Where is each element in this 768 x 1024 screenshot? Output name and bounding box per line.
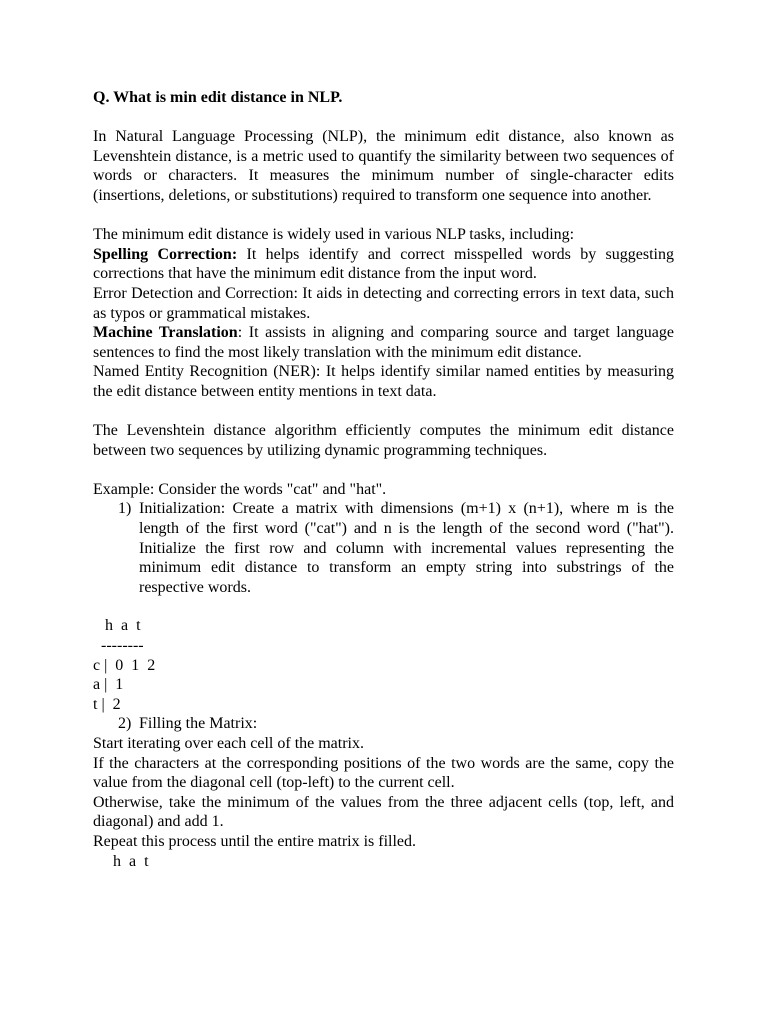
use-text: It helps identify and correct misspelled words by suggesting corrections that have the minimum edit distance from the input word. [93, 245, 675, 283]
matrix-row-c: c | 0 1 2 [93, 656, 156, 674]
use-error-detection [93, 284, 674, 323]
spacer [93, 206, 674, 226]
fill-step-line: If the characters at the corresponding positions of the two words are the same, copy the value from the diagonal cell (top-left) to the current cell. [93, 754, 674, 792]
use-machine-translation [93, 323, 674, 362]
use-ner [93, 362, 674, 401]
example-lead: Example: Consider the words "cat" and "hat". [93, 480, 387, 498]
matrix-row-t: t | 2 [93, 695, 121, 713]
use-term: Spelling Correction: [93, 245, 238, 263]
uses-lead: The minimum edit distance is widely used in various NLP tasks, including: [93, 226, 575, 244]
document-body [93, 88, 674, 871]
list-number: 1) [118, 500, 132, 518]
matrix-row-a: a | 1 [93, 676, 124, 694]
use-text: : It assists in aligning and comparing source and target language sentences to find the most likely translation with the minimum edit distance. [93, 324, 675, 361]
use-term: Machine Translation [93, 324, 238, 342]
matrix-header: h a t [93, 617, 141, 635]
fill-step-line: Otherwise, take the minimum of the values from the three adjacent cells (top, left, and diagonal) and add 1. [93, 793, 674, 831]
spacer [93, 597, 674, 616]
spacer [93, 460, 674, 480]
fill-step-line: Start iterating over each cell of the matrix. [93, 735, 364, 752]
use-text: Named Entity Recognition (NER): It helps identify similar named entities by measuring the edit distance between entity mentions in text data. [93, 363, 674, 400]
step-1-text: Initialization: Create a matrix with dimensions (m+1) x (n+1), where m is the length of the first word ("cat") and n is the length of the second word ("hat"). Initialize the first row and column with incremental values representing the minimum edit distance to transform an empty string into substrings of the respective words. [139, 500, 674, 596]
matrix-divider: -------- [93, 637, 144, 655]
step-2-text: Filling the Matrix: [139, 715, 258, 733]
use-spelling-correction [93, 245, 674, 284]
matrix-2-header: h a t [93, 852, 149, 870]
step-2-item [93, 714, 674, 734]
fill-step-line: Repeat this process until the entire matrix is filled. [93, 832, 417, 850]
step-1-item [93, 499, 674, 597]
intro-paragraph: In Natural Language Processing (NLP), the minimum edit distance, also known as Levenshtein distance, is a metric used to quantify the similarity between two sequences of words or characters. It measures the minimum number of single-character edits (insertions, deletions, or substitutions) required to transform one sequence into another. [93, 128, 674, 204]
use-text: Error Detection and Correction: It aids in detecting and correcting errors in text data, such as typos or grammatical mistakes. [93, 284, 674, 322]
algorithm-paragraph: The Levenshtein distance algorithm efficiently computes the minimum edit distance between two sequences by utilizing dynamic programming techniques. [93, 422, 674, 459]
question-title: Q. What is min edit distance in NLP. [93, 89, 343, 106]
list-number: 2) [118, 715, 132, 733]
spacer [93, 402, 674, 422]
spacer [93, 108, 674, 128]
